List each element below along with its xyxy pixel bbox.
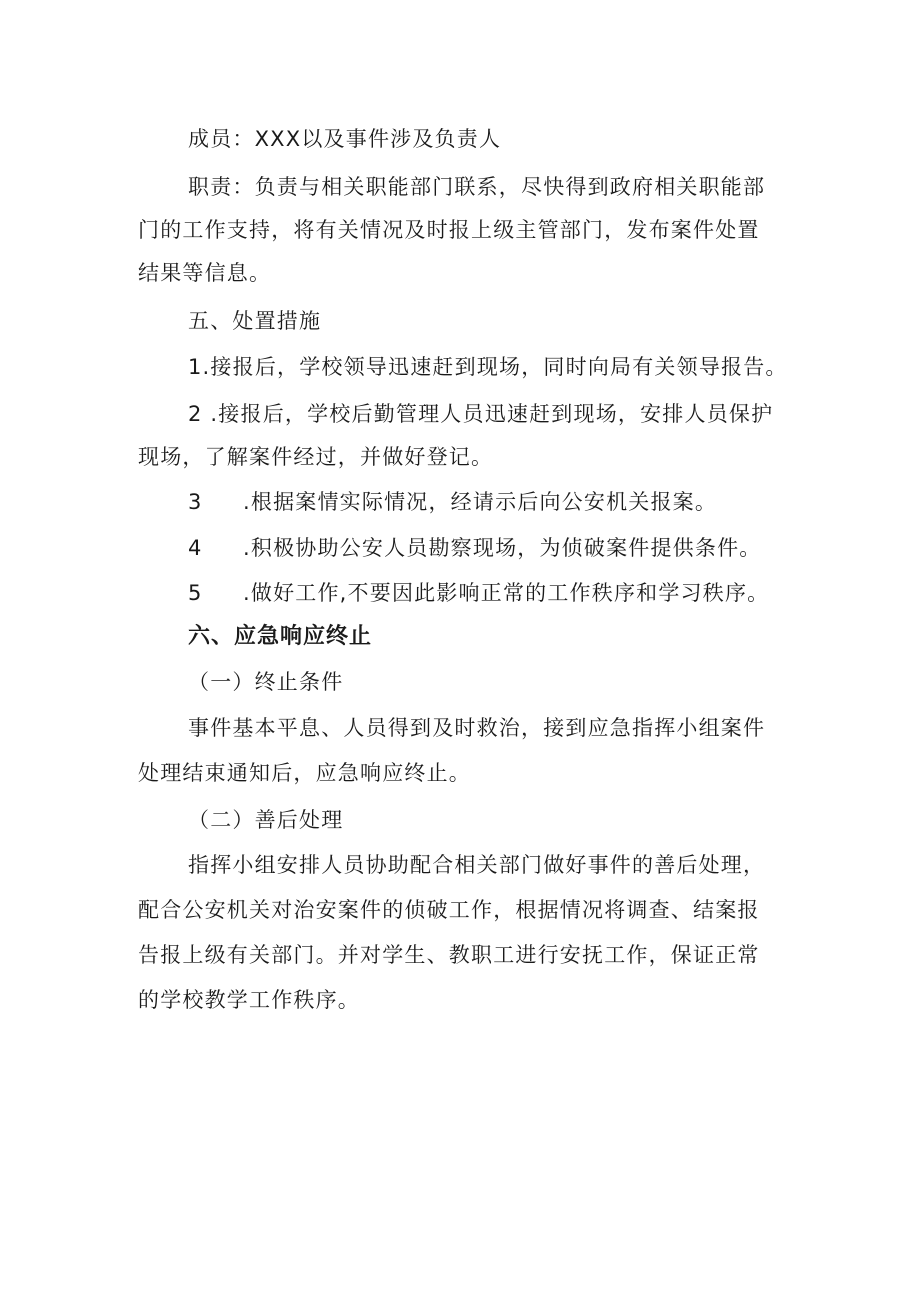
subsection-1-line-1: 事件基本平息、人员得到及时救治，接到应急指挥小组案件	[188, 716, 766, 740]
subsection-2-line-4: 的学校教学工作秩序。	[138, 988, 360, 1012]
subsection-2-title: （二）善后处理	[188, 808, 344, 832]
subsection-2-line-3: 告报上级有关部门。并对学生、教职工进行安抚工作，保证正常	[138, 943, 760, 967]
measure-5-number: 5	[188, 581, 202, 605]
duties-line-3: 结果等信息。	[138, 261, 272, 285]
subsection-1-title: （一）终止条件	[188, 670, 344, 694]
measure-3-number: 3	[188, 490, 202, 514]
duties-line-1: 职责：负责与相关职能部门联系，尽快得到政府相关职能部	[188, 175, 766, 199]
subsection-1-line-2: 处理结束通知后，应急响应终止。	[138, 761, 471, 785]
measure-2-line-1: 2 .接报后，学校后勤管理人员迅速赶到现场，安排人员保护	[188, 402, 774, 426]
measure-1: 1.接报后，学校领导迅速赶到现场，同时向局有关领导报告。	[188, 355, 788, 379]
measure-2-line-2: 现场，了解案件经过，并做好登记。	[138, 445, 494, 469]
duties-line-2: 门的工作支持，将有关情况及时报上级主管部门，发布案件处置	[138, 218, 760, 242]
subsection-2-line-1: 指挥小组安排人员协助配合相关部门做好事件的善后处理，	[188, 853, 766, 877]
measure-5-text: .做好工作,不要因此影响正常的工作秩序和学习秩序。	[243, 581, 770, 605]
measure-4-text: .积极协助公安人员勘察现场，为侦破案件提供条件。	[243, 536, 762, 560]
section-6-title: 六、应急响应终止	[188, 624, 373, 649]
members-line: 成员：XXX以及事件涉及负责人	[188, 127, 502, 151]
subsection-2-line-2: 配合公安机关对治安案件的侦破工作，根据情况将调查、结案报	[138, 898, 760, 922]
measure-4-number: 4	[188, 536, 202, 560]
section-5-title: 五、处置措施	[188, 309, 322, 333]
measure-3-text: .根据案情实际情况，经请示后向公安机关报案。	[243, 490, 718, 514]
